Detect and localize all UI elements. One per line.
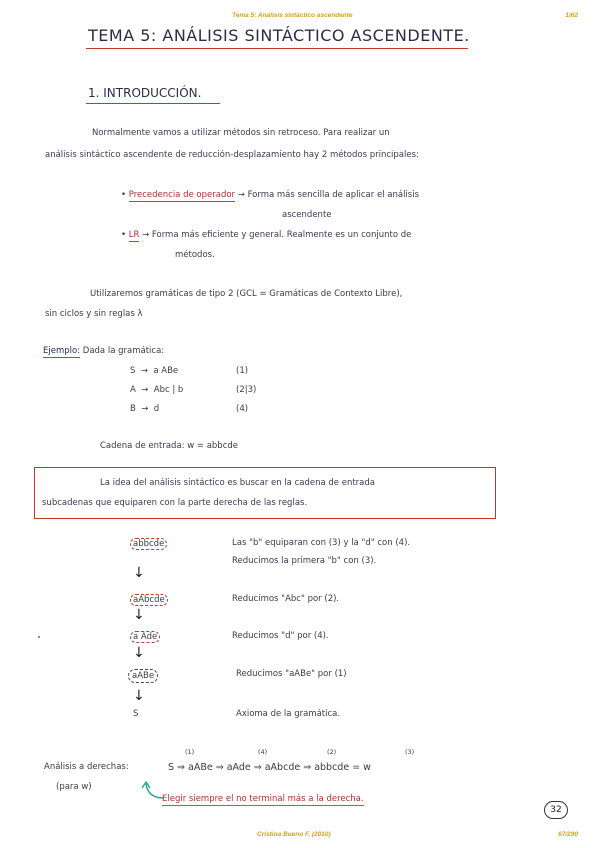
stray-mark xyxy=(38,636,40,638)
example-text: Dada la gramática: xyxy=(82,346,165,356)
arrow-icon: → xyxy=(142,230,150,240)
step-desc: Reducimos "Abc" por (2). xyxy=(232,594,340,604)
grammar-rule: A → Abc | b xyxy=(130,385,184,395)
derivation-note-left: (para w) xyxy=(56,782,92,792)
bullet-text: Forma más eficiente y general. Realmente es un conjunto de xyxy=(151,230,412,240)
down-arrow-icon: ↓ xyxy=(133,607,145,623)
footer-author: Cristina Bueno F. (2010) xyxy=(257,831,331,838)
input-string: Cadena de entrada: w = abbcde xyxy=(100,441,238,451)
bullet-dot-icon: • xyxy=(121,190,127,200)
down-arrow-icon: ↓ xyxy=(133,645,145,661)
grammar-line-1: Utilizaremos gramáticas de tipo 2 (GCL = Gramáticas de Contexto Libre), xyxy=(90,289,403,299)
rule-number: (1) xyxy=(236,366,249,376)
grammar-rule: B → d xyxy=(130,404,160,414)
sentential-form: abbcde xyxy=(130,538,167,550)
title-underline xyxy=(86,48,468,49)
bullet-text: Forma más sencilla de aplicar el análisis xyxy=(247,190,420,200)
derivation-mark: (3) xyxy=(405,748,415,756)
arrow-icon: → xyxy=(237,190,245,200)
example-label: Ejemplo: xyxy=(43,346,81,356)
header-title: Tema 5: Análisis sintáctico ascendente xyxy=(232,12,353,19)
sentential-form: aAbcde xyxy=(130,594,168,606)
sentential-form: a Ade xyxy=(130,631,160,643)
rule-number: (4) xyxy=(236,404,249,414)
header-page: 1/62 xyxy=(565,12,578,19)
step-desc: Reducimos "aABe" por (1) xyxy=(236,669,347,679)
footer-page: 67/290 xyxy=(558,831,578,838)
example-heading xyxy=(43,346,164,356)
bullet-dot-icon: • xyxy=(121,230,127,240)
intro-line-2: análisis sintáctico ascendente de reducción-desplazamiento hay 2 métodos principales: xyxy=(45,150,419,160)
bullet-item xyxy=(121,190,419,200)
intro-line-1: Normalmente vamos a utilizar métodos sin retroceso. Para realizar un xyxy=(92,128,390,138)
down-arrow-icon: ↓ xyxy=(133,688,145,704)
derivation-mark: (4) xyxy=(258,748,268,756)
step-desc: Axioma de la gramática. xyxy=(236,709,341,719)
derivation-mark: (2) xyxy=(327,748,337,756)
idea-box xyxy=(34,467,496,519)
sentential-form: S xyxy=(133,709,139,719)
page-number-badge: 32 xyxy=(544,801,568,819)
derivation-chain: S ⇒ aABe ⇒ aAde ⇒ aAbcde ⇒ abbcde = w xyxy=(168,762,371,773)
bullet-text-cont: métodos. xyxy=(175,250,215,260)
bullet-item xyxy=(121,230,411,240)
grammar-rule: S → a ABe xyxy=(130,366,179,376)
step-desc: Reducimos la primera "b" con (3). xyxy=(232,556,377,566)
document-title: TEMA 5: ANÁLISIS SINTÁCTICO ASCENDENTE. xyxy=(88,26,470,45)
rule-number: (2|3) xyxy=(236,385,257,395)
step-desc: Reducimos "d" por (4). xyxy=(232,631,329,641)
derivation-label: Análisis a derechas: xyxy=(44,762,129,772)
section-underline xyxy=(86,103,220,104)
derivation-mark: (1) xyxy=(185,748,195,756)
bullet-label: LR xyxy=(128,230,140,240)
step-desc: Las "b" equiparan con (3) y la "d" con (4). xyxy=(232,538,411,548)
bullet-label: Precedencia de operador xyxy=(128,190,236,200)
grammar-line-2: sin ciclos y sin reglas λ xyxy=(45,309,143,319)
derivation-note: Elegir siempre el no terminal más a la derecha. xyxy=(162,794,364,804)
down-arrow-icon: ↓ xyxy=(133,565,145,581)
bullet-text-cont: ascendente xyxy=(282,210,332,220)
idea-line-2: subcadenas que equiparen con la parte derecha de las reglas. xyxy=(42,498,308,508)
idea-line-1: La idea del análisis sintáctico es buscar en la cadena de entrada xyxy=(100,478,375,488)
section-heading: 1. INTRODUCCIÓN. xyxy=(88,86,202,100)
sentential-form: aABe xyxy=(128,669,158,683)
